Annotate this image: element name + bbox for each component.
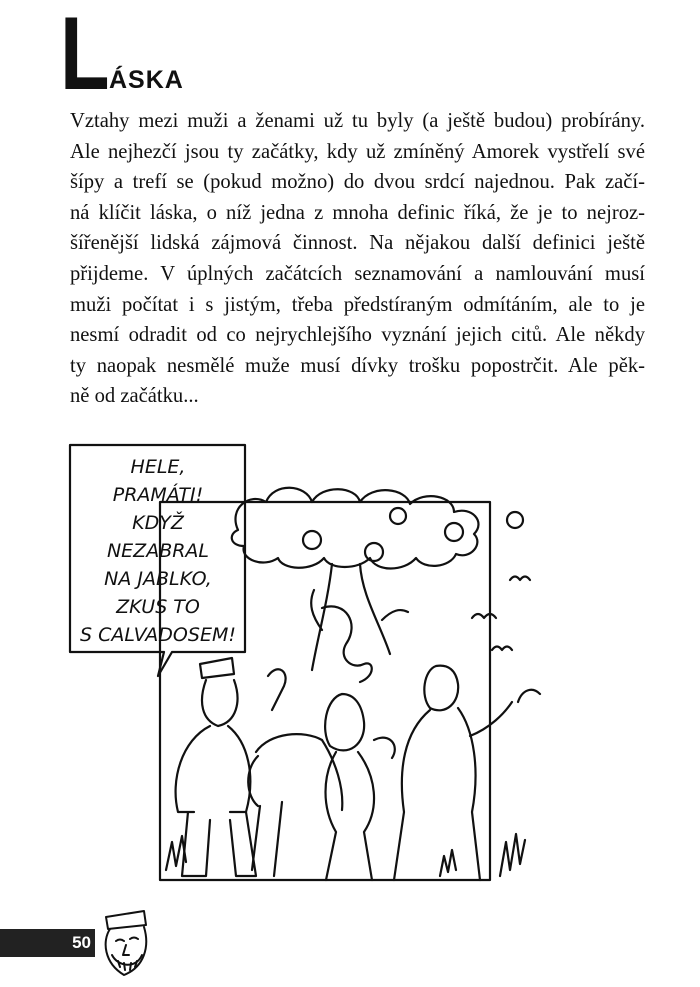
speech-line: NA JABLKO, (104, 568, 212, 590)
body-line: ně od začátku... (70, 385, 199, 408)
tree-canopy (232, 488, 479, 569)
speech-text (80, 456, 236, 646)
apple (390, 508, 406, 524)
speech-line: ZKUS TO (116, 596, 200, 618)
speech-line: PRAMÁTI! (112, 484, 204, 506)
sailor-head-icon (96, 905, 156, 983)
speech-line: HELE, (130, 456, 186, 478)
speech-line: S CALVADOSEM! (80, 624, 236, 646)
apple (507, 512, 523, 528)
bending-figure (248, 734, 342, 876)
speech-line: KDYŽ (132, 512, 184, 534)
eve-figure (325, 694, 395, 880)
speech-line: NEZABRAL (106, 540, 210, 562)
body-line: muži počítat i s jistým, třeba předstíraným odmítáním, ale to je (70, 293, 645, 316)
heading-title-rest: ÁSKA (109, 66, 184, 94)
page-number: 50 (72, 933, 91, 952)
body-line: Ale nejhezčí jsou ty začátky, kdy už zmíněný Amorek vystřelí své (70, 140, 645, 163)
tree-trunk (312, 564, 390, 670)
apple (445, 523, 463, 541)
body-line: šířenější lidská zájmová činnost. Na nějakou další definici ještě (70, 232, 645, 255)
sailor-figure (176, 658, 286, 876)
grass (166, 834, 525, 876)
apple (303, 531, 321, 549)
body-line: ná klíčit láska, o níž jedna z mnoha definic říká, že je to nejroz- (70, 201, 645, 224)
body-line: Vztahy mezi muži a ženami už tu byly (a ještě budou) probírány. (70, 110, 645, 132)
bird (492, 647, 512, 651)
body-line: nesmí odradit od co nejrychlejšího vyznání jejich citů. Ale někdy (70, 324, 645, 347)
snake (322, 606, 372, 682)
bird (510, 577, 530, 581)
body-paragraph (70, 106, 645, 412)
bird (472, 614, 496, 618)
body-line: přijdeme. V úplných začátcích seznamování a namlouvání musí (70, 262, 645, 285)
apple (365, 543, 383, 561)
heading-drop-cap: L (60, 0, 110, 112)
body-line: šípy a trefí se (pokud možno) do dvou srdcí najednou. Pak začí- (70, 171, 645, 194)
cartoon-illustration (60, 440, 560, 910)
body-line: ty naopak nesmělé muže musí dívky trošku popostrčit. Ale pěk- (70, 354, 645, 377)
